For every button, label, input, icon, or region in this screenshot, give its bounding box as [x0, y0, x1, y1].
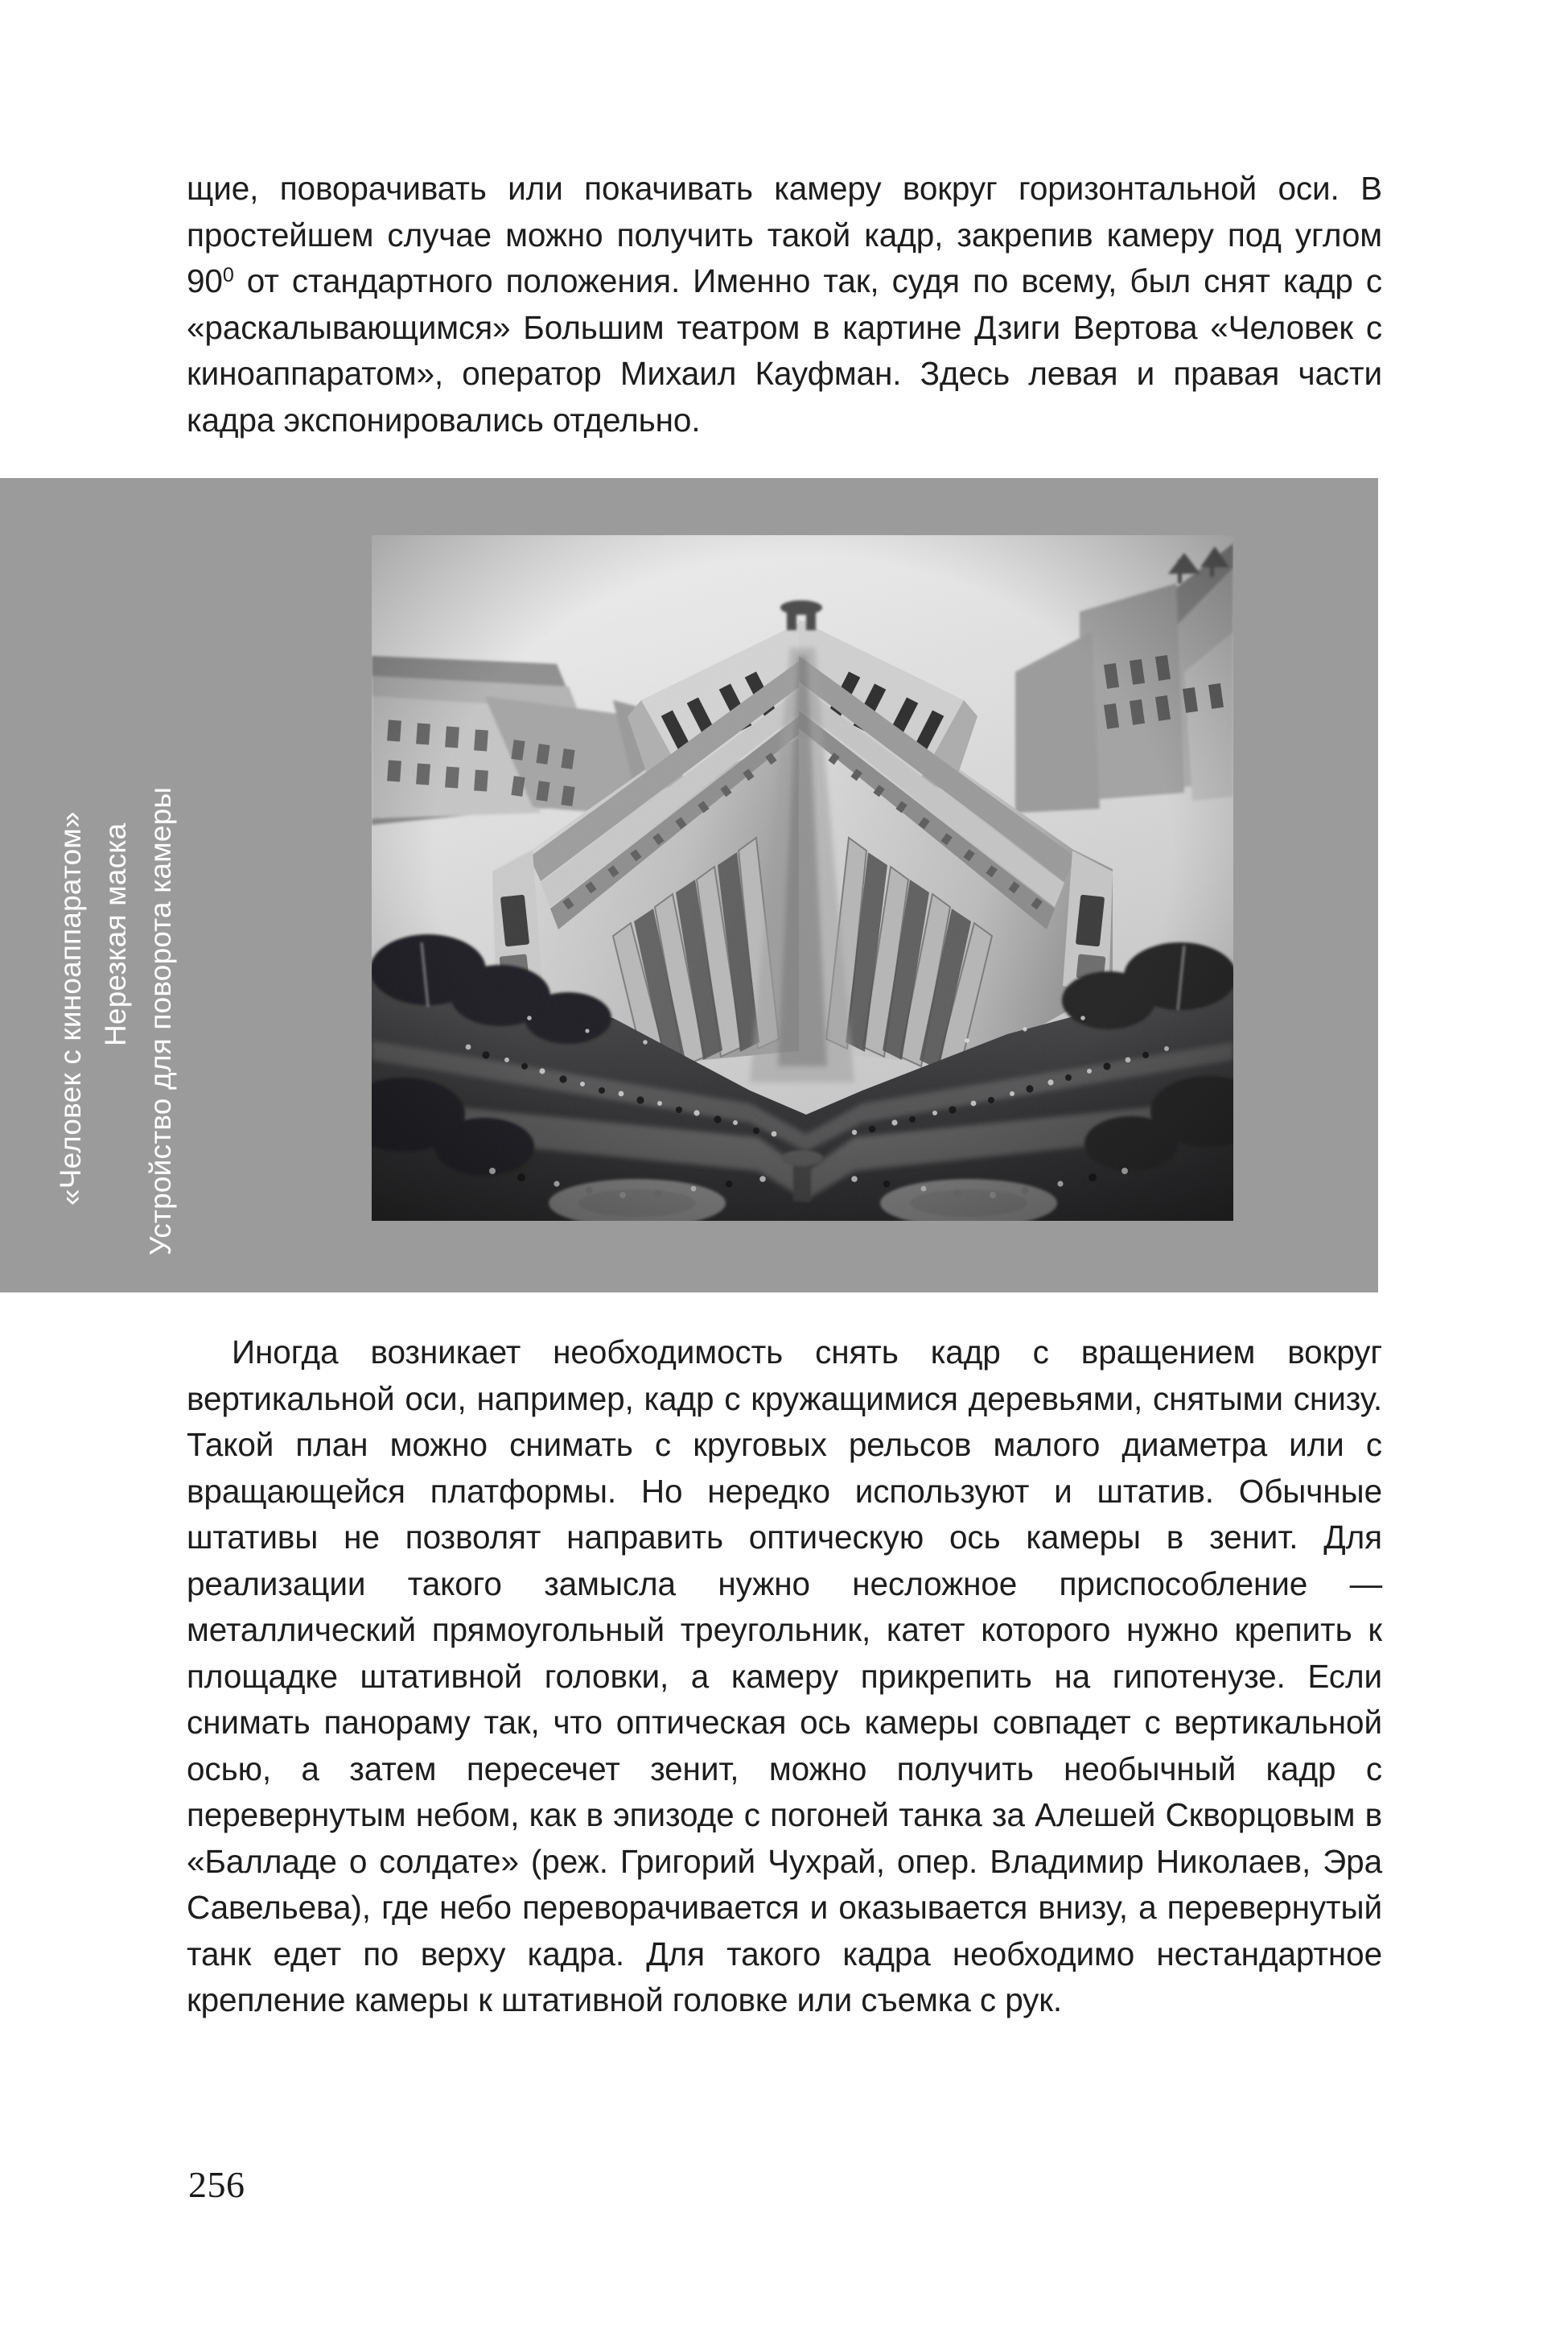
page-number: 256 [188, 2164, 245, 2205]
figure-caption-line-3: Устройство для поворота камеры [144, 786, 177, 1255]
main-paragraph: Иногда возникает необходимость снять кадр с вращением вокруг вертикальной оси, например, кадр с кружащимися деревьями, снятыми снизу. Такой план можно снимать с круговых рельсов малого диаметра или с вращающейся платформы. Но нередко используют и штатив. Обычные штативы не позволят направить оптическую ось камеры в зенит. Для реализации такого замысла нужно несложное приспособление — металлический прямоугольный треугольник, катет которого нужно крепить к площадке штативной головки, а камеру прикрепить на гипотенузе. Если снимать панораму так, что оптическая ось камеры совпадет с вертикальной осью, а затем пересечет зенит, можно получить необычный кадр с перевернутым небом, как в эпизоде с погоней танка за Алешей Скворцовым в «Балладе о солдате» (реж. Григорий Чухрай, опер. Владимир Николаев, Эра Савельева), где небо переворачивается и оказывается внизу, а перевернутый танк едет по верху кадра. Для такого кадра необходимо нестандартное крепление камеры к штативной головке или съемка с рук. [187, 1334, 1382, 2018]
figure-band [0, 478, 1378, 1292]
figure-caption-stack [48, 478, 201, 1292]
main-paragraph-block [187, 1329, 1382, 2024]
figure-caption-line-2: Нерезкая маска [99, 822, 132, 1046]
figure-caption-line-1: «Человек с киноаппаратом» [54, 811, 87, 1206]
top-paragraph-block [187, 166, 1382, 443]
top-paragraph [187, 166, 1382, 443]
figure-photograph [372, 535, 1233, 1221]
top-paragraph-text-before-superscript: щие, поворачивать или покачивать камеру вокруг горизонтальной оси. В простейшем случае можно получить такой кадр, закрепив камеру под углом 90 [187, 170, 1382, 299]
top-paragraph-text-after-superscript: от стандартного положения. Именно так, судя по всему, был снят кадр с «раскалывающимся» Большим театром в картине Дзиги Вертова «Человек с киноаппаратом», оператор Михаил Кауфман. Здесь левая и правая части кадра экспонировались отдельно. [187, 262, 1382, 439]
degree-superscript: 0 [222, 263, 234, 286]
